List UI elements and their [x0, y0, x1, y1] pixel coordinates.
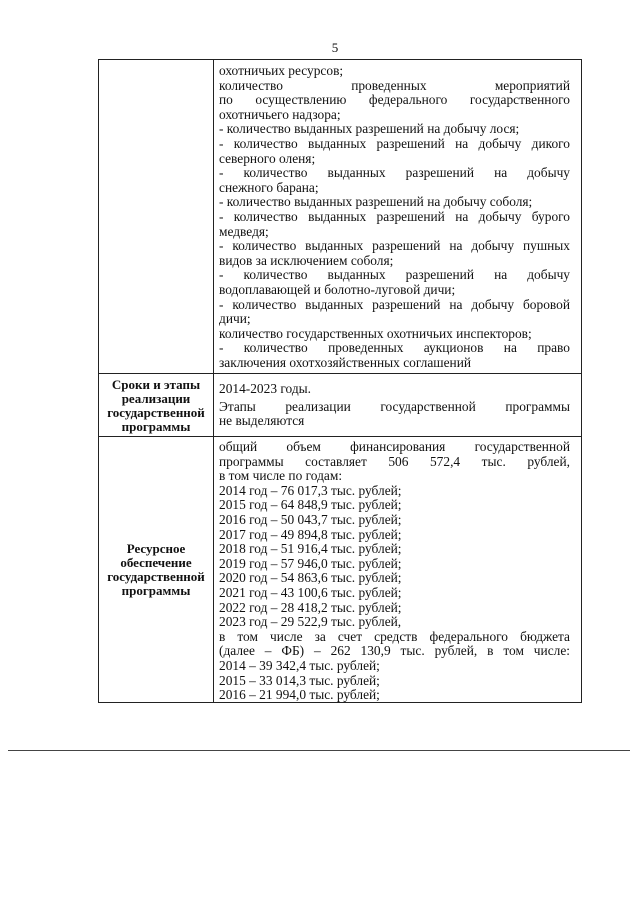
text-line: количество государственных охотничьих инспекторов; — [219, 325, 532, 341]
text-line: снежного барана; — [219, 179, 319, 195]
row-divider — [99, 373, 581, 374]
text-line: программы составляет 506 572,4 тыс. рублей, — [219, 453, 570, 469]
text-line: Этапы реализации государственной программы — [219, 398, 570, 414]
program-passport-table — [98, 59, 582, 703]
row1-content-cell — [219, 64, 570, 370]
text-line: 2021 год – 43 100,6 тыс. рублей; — [219, 584, 402, 600]
text-line: в том числе по годам: — [219, 468, 343, 484]
text-line: - количество проведенных аукционов на право — [219, 340, 570, 356]
text-line: медведя; — [219, 223, 269, 239]
text-line: 2020 год – 54 863,6 тыс. рублей; — [219, 570, 402, 586]
heading-line: Сроки и этапы — [111, 377, 201, 392]
text-line: не выделяются — [219, 413, 305, 429]
text-line: 2015 – 33 014,3 тыс. рублей; — [219, 672, 380, 688]
text-line: 2022 год – 28 418,2 тыс. рублей; — [219, 599, 402, 615]
text-line: в том числе за счет средств федерального бюджета — [219, 628, 570, 644]
row3-heading-cell — [99, 542, 213, 598]
text-line: северного оленя; — [219, 150, 316, 166]
heading-line: обеспечение — [120, 555, 192, 570]
row2-heading-cell — [99, 378, 213, 434]
text-line: видов за исключением соболя; — [219, 252, 394, 268]
text-line: охотничьего надзора; — [219, 106, 341, 122]
page-number: 5 — [331, 40, 339, 55]
heading-line: программы — [121, 419, 191, 434]
bottom-rule — [8, 750, 630, 751]
text-line: - количество выданных разрешений на добычу боровой — [219, 296, 570, 312]
text-line: 2018 год – 51 916,4 тыс. рублей; — [219, 541, 402, 557]
text-line: - количество выданных разрешений на добычу бурого — [219, 208, 570, 224]
text-line: 2015 год – 64 848,9 тыс. рублей; — [219, 497, 402, 513]
heading-line: государственной — [107, 569, 205, 584]
text-line: 2017 год – 49 894,8 тыс. рублей; — [219, 526, 402, 542]
row3-content-cell — [219, 440, 570, 703]
text-line: - количество выданных разрешений на добычу соболя; — [219, 194, 533, 210]
text-line: охотничьих ресурсов; — [219, 63, 344, 78]
text-line: 2014-2023 годы. — [219, 381, 311, 396]
text-line: - количество выданных разрешений на добычу — [219, 267, 570, 283]
text-line: 2016 год – 50 043,7 тыс. рублей; — [219, 511, 402, 527]
heading-line: государственной — [107, 405, 205, 420]
text-line: (далее – ФБ) – 262 130,9 тыс. рублей, в том числе: — [219, 643, 570, 659]
text-line: количество проведенных мероприятий — [219, 77, 570, 93]
heading-line: Ресурсное — [126, 541, 186, 556]
text-line: водоплавающей и болотно-луговой дичи; — [219, 281, 456, 297]
text-line: - количество выданных разрешений на добычу дикого — [219, 135, 570, 151]
text-line: - количество выданных разрешений на добычу лося; — [219, 121, 520, 137]
column-divider — [213, 60, 214, 702]
text-line: 2019 год – 57 946,0 тыс. рублей; — [219, 555, 402, 571]
text-line: - количество выданных разрешений на добычу — [219, 165, 570, 181]
text-line: общий объем финансирования государственной — [219, 439, 570, 454]
row2-content-cell — [219, 382, 570, 429]
heading-line: программы — [121, 583, 191, 598]
text-line: - количество выданных разрешений на добычу пушных — [219, 238, 570, 254]
text-line: 2023 год – 29 522,9 тыс. рублей, — [219, 614, 402, 630]
text-line: 2014 год – 76 017,3 тыс. рублей; — [219, 482, 402, 498]
heading-line: реализации — [121, 391, 191, 406]
row-divider — [99, 436, 581, 437]
text-line: 2014 – 39 342,4 тыс. рублей; — [219, 657, 380, 673]
text-line: по осуществлению федерального государственного — [219, 92, 570, 108]
text-line: заключения охотхозяйственных соглашений — [219, 354, 472, 370]
text-line: 2016 – 21 994,0 тыс. рублей; — [219, 687, 380, 703]
text-line: дичи; — [219, 311, 251, 327]
